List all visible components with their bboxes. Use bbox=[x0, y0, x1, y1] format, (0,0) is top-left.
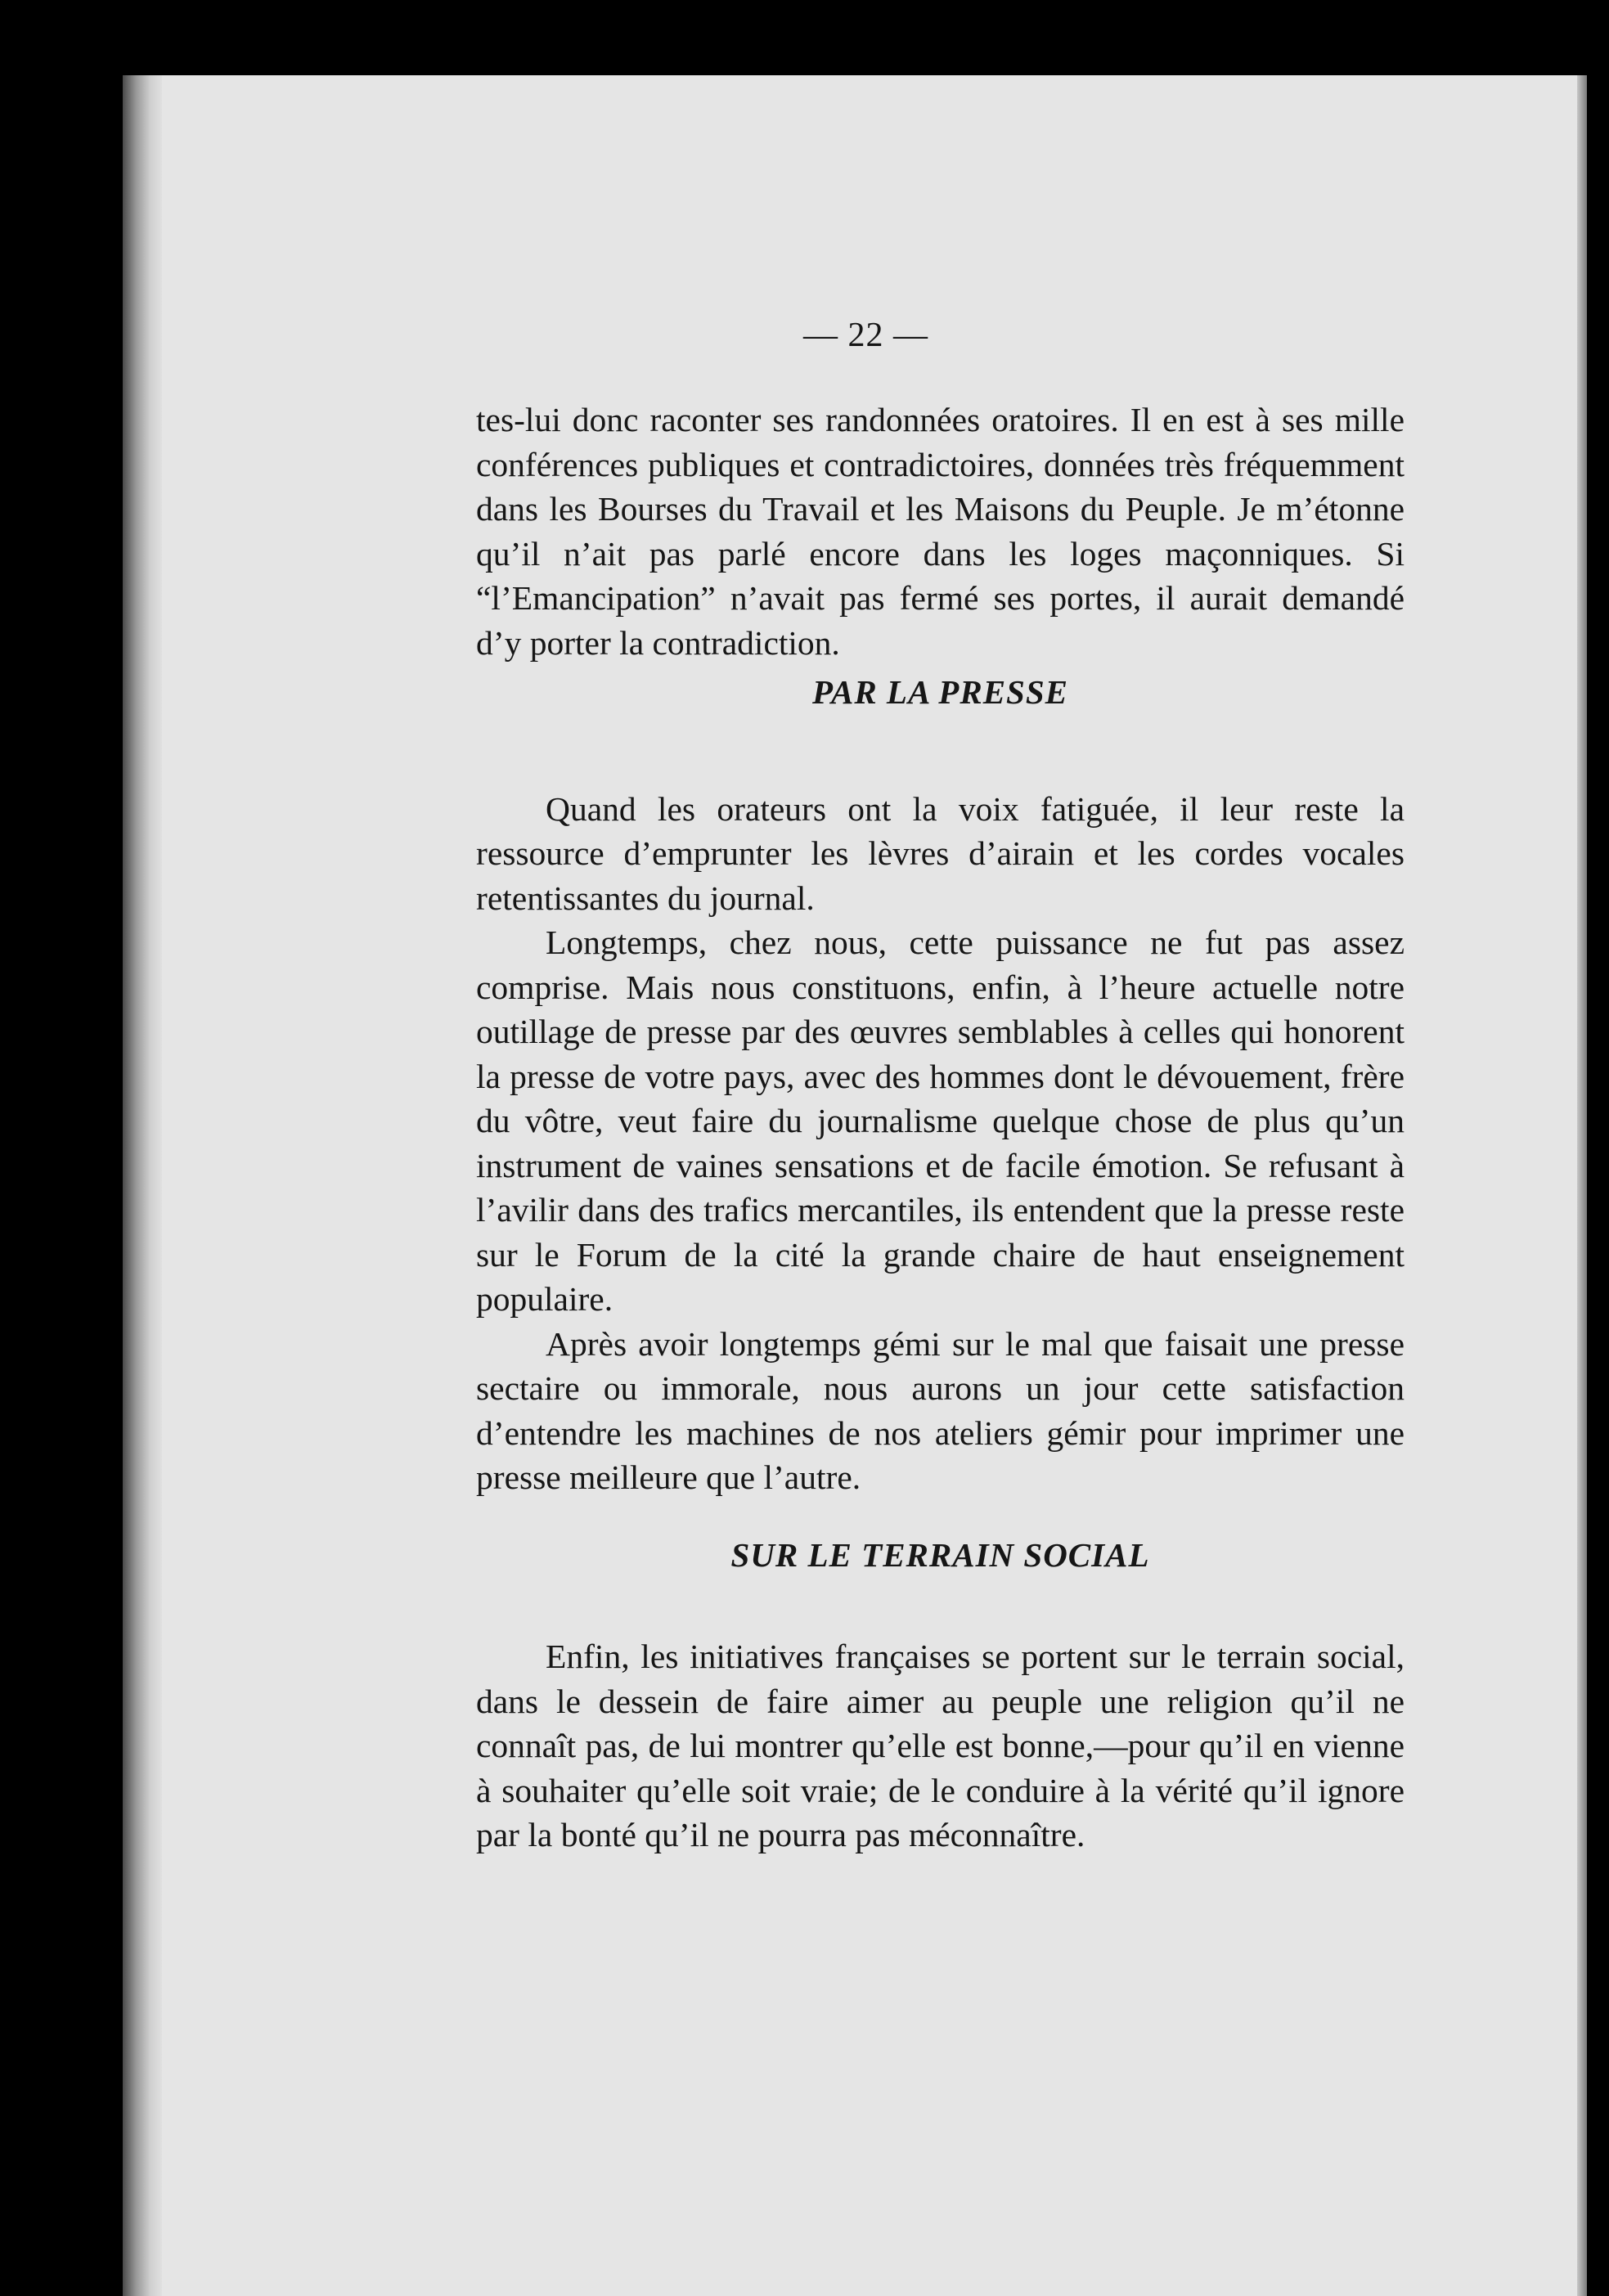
paragraph: Longtemps, chez nous, cette puissance ne fut pas assez comprise. Mais nous constituons, enfin, à l’heure actuelle notre outillage de presse par des œuvres semblables à celles qui honorent la presse de votre pays, avec des hommes dont le dévouement, frère du vôtre, veut faire du journalisme quelque chose de plus qu’un instrument de vaines sensations et de facile émotion. Se refusant à l’avilir dans des trafics mercantiles, ils entendent que la presse reste sur le Forum de la cité la grande chaire de haut enseignement populaire. bbox=[476, 923, 1405, 1318]
paragraph-continuation: tes-lui donc raconter ses randonnées oratoires. Il en est à ses mille conférences publiques et contradictoires, données très fréquemment dans les Bourses du Travail et les Maisons du Peuple. Je m’étonne qu’il n’ait pas parlé encore dans les loges maçonniques. Si “l’Emancipation” n’avait pas fermé ses portes, il aurait demandé d’y porter la contradiction. bbox=[476, 401, 1405, 662]
paragraph: Après avoir longtemps gémi sur le mal que faisait une presse sectaire ou immorale, nous aurons un jour cette satisfaction d’entendre les machines de nos ateliers gémir pour imprimer une presse meilleure que l’autre. bbox=[476, 1324, 1405, 1496]
page-number: — 22 — bbox=[803, 317, 928, 354]
book-spine-shadow bbox=[123, 75, 162, 2296]
paragraph: Quand les orateurs ont la voix fatiguée, il leur reste la ressource d’emprunter les lèvres d’airain et les cordes vocales retentissantes du journal. bbox=[476, 789, 1405, 917]
body-text bbox=[476, 398, 1405, 1858]
section-heading-par-la-presse: PAR LA PRESSE bbox=[811, 673, 1068, 711]
paragraph: Enfin, les initiatives françaises se portent sur le terrain social, dans le dessein de faire aimer au peuple une religion qu’il ne connaît pas, de lui montrer qu’elle est bonne,—pour qu’il en vienne à souhaiter qu’elle soit vraie; de le conduire à la vérité qu’il ignore par la bonté qu’il ne pourra pas méconnaître. bbox=[476, 1638, 1405, 1853]
section-heading-sur-le-terrain-social: SUR LE TERRAIN SOCIAL bbox=[730, 1535, 1150, 1574]
page-edge-shadow bbox=[1577, 75, 1587, 2296]
